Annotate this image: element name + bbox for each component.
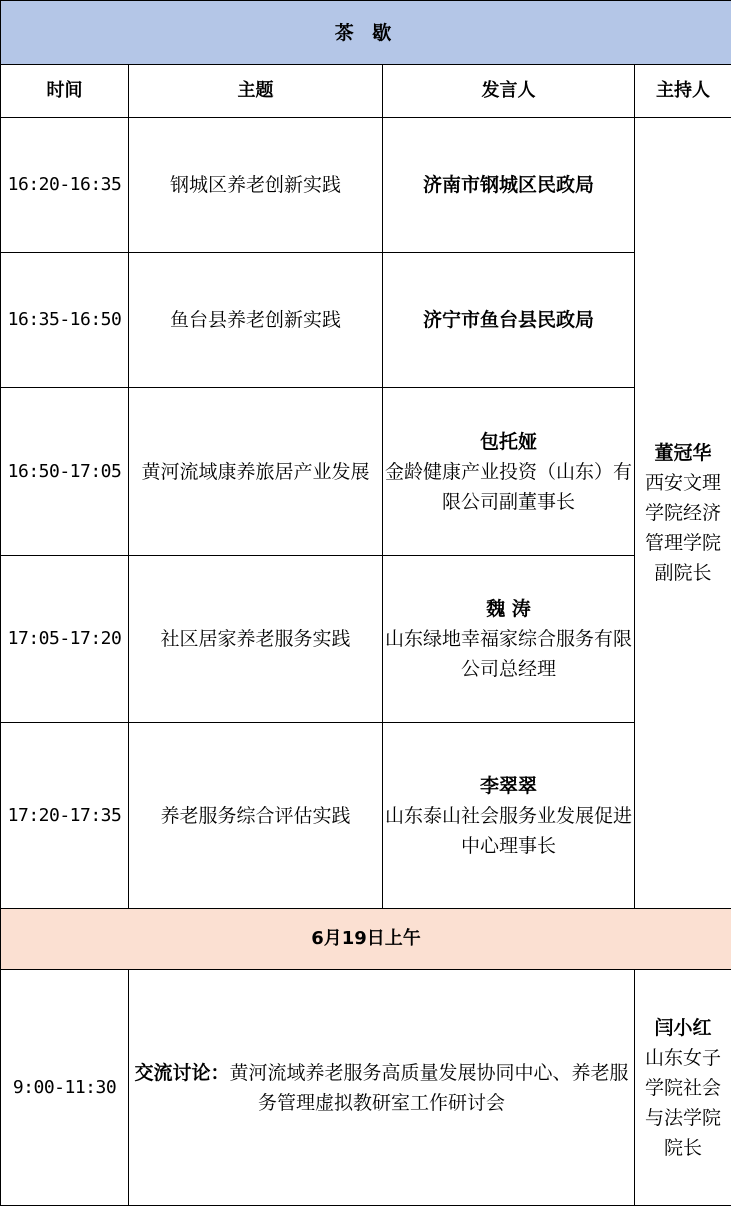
speaker-cell <box>383 388 635 556</box>
time-cell: 17:05-17:20 <box>1 556 129 723</box>
host-cell <box>635 970 731 1206</box>
speaker-title: 金龄健康产业投资（山东）有限公司副董事长 <box>385 460 633 513</box>
time-cell: 16:20-16:35 <box>1 118 129 253</box>
date-banner: 6月19日上午 <box>1 909 731 970</box>
tea-break-banner: 茶 歇 <box>1 1 731 65</box>
tea-break-row <box>1 1 731 65</box>
host-name: 董冠华 <box>654 442 712 464</box>
speaker-name: 包托娅 <box>479 430 537 453</box>
speaker-org: 济南市钢城区民政局 <box>422 174 594 196</box>
topic-cell: 鱼台县养老创新实践 <box>129 253 383 388</box>
header-row <box>1 65 731 118</box>
topic-cell: 社区居家养老服务实践 <box>129 556 383 723</box>
table-row <box>1 556 731 723</box>
table-row <box>1 388 731 556</box>
table-row <box>1 118 731 253</box>
speaker-cell <box>383 118 635 253</box>
speaker-name: 魏 涛 <box>486 598 531 620</box>
speaker-title: 山东泰山社会服务业发展促进中心理事长 <box>385 804 633 857</box>
speaker-org: 济宁市鱼台县民政局 <box>422 309 594 331</box>
header-time: 时间 <box>1 65 129 118</box>
time-cell: 9:00-11:30 <box>1 970 129 1206</box>
topic-lead: 交流讨论： <box>134 1061 230 1084</box>
host-name: 闫小红 <box>654 1016 712 1039</box>
host-title: 山东女子学院社会与法学院院长 <box>644 1046 721 1159</box>
topic-cell: 养老服务综合评估实践 <box>129 723 383 909</box>
date-row <box>1 909 731 970</box>
time-cell: 16:50-17:05 <box>1 388 129 556</box>
header-host: 主持人 <box>635 65 731 118</box>
speaker-title: 山东绿地幸福家综合服务有限公司总经理 <box>385 628 633 680</box>
topic-cell <box>129 970 635 1206</box>
topic-cell: 钢城区养老创新实践 <box>129 118 383 253</box>
speaker-cell <box>383 556 635 723</box>
topic-cell: 黄河流域康养旅居产业发展 <box>129 388 383 556</box>
time-cell: 17:20-17:35 <box>1 723 129 909</box>
speaker-name: 李翠翠 <box>479 774 537 797</box>
host-title: 西安文理学院经济管理学院副院长 <box>644 472 721 584</box>
speaker-cell <box>383 253 635 388</box>
speaker-cell <box>383 723 635 909</box>
topic-text: 黄河流域养老服务高质量发展协同中心、养老服务管理虚拟教研室工作研讨会 <box>229 1061 629 1114</box>
host-cell <box>635 118 731 909</box>
table-row <box>1 970 731 1206</box>
time-cell: 16:35-16:50 <box>1 253 129 388</box>
header-topic: 主题 <box>129 65 383 118</box>
header-speaker: 发言人 <box>383 65 635 118</box>
table-row <box>1 723 731 909</box>
table-row <box>1 253 731 388</box>
